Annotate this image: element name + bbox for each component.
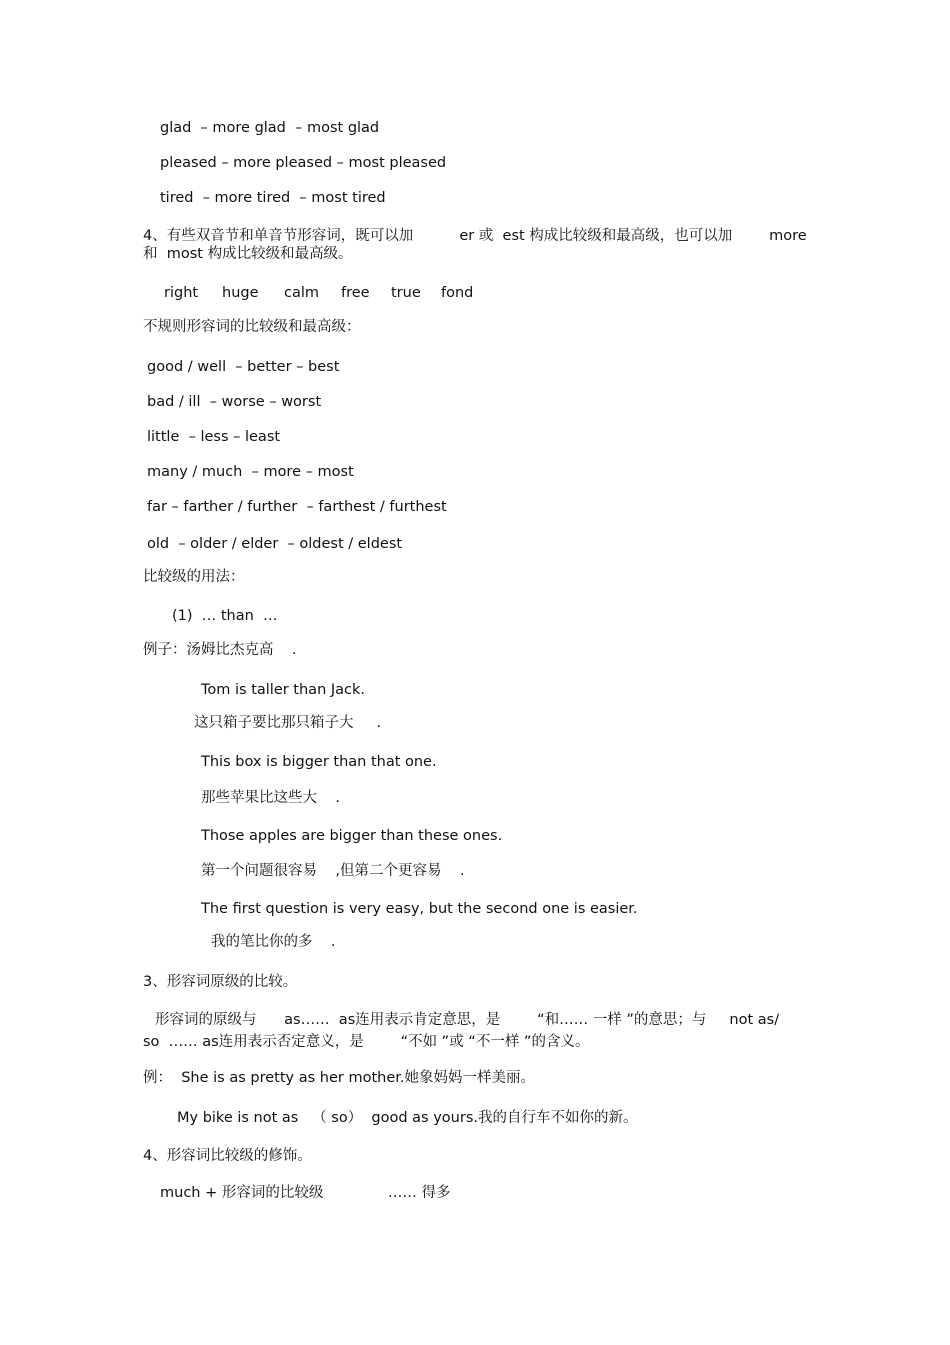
section3-heading: 3、形容词原级的比较。 [143, 974, 298, 990]
comparative-line: pleased – more pleased – most pleased [160, 155, 447, 171]
rule4-example-word: fond [441, 285, 474, 301]
section3-text-line1: 形容词的原级与 as…… as连用表示肯定意思，是 “和…… 一样 ”的意思；与 not as/ [155, 1012, 780, 1028]
rule4-example-word: huge [222, 285, 259, 301]
example-english: The first question is very easy, but the second one is easier. [201, 901, 638, 917]
example-english: Those apples are bigger than these ones. [201, 828, 503, 844]
usage-pattern: (1) … than … [172, 608, 278, 624]
comparative-line: glad – more glad – most glad [160, 120, 380, 136]
example-chinese: 第一个问题很容易 ,但第二个更容易 . [201, 863, 465, 879]
rule4-line2: 和 most 构成比较级和最高级。 [143, 246, 353, 262]
example-chinese: 这只箱子要比那只箱子大 . [194, 715, 382, 731]
example-label: 例子：汤姆比杰克高 . [143, 642, 297, 658]
section3-text-line2: so …… as连用表示否定意义，是 “不如 ”或 “不一样 ”的含义。 [143, 1034, 590, 1050]
section4-heading: 4、形容词比较级的修饰。 [143, 1148, 312, 1164]
example-chinese: 那些苹果比这些大 . [201, 790, 341, 806]
example-english: This box is bigger than that one. [201, 754, 437, 770]
irregular-form: little – less – least [147, 429, 281, 445]
rule4-line1: 4、有些双音节和单音节形容词，既可以加 er 或 est 构成比较级和最高级，也可以加 more [143, 228, 807, 244]
example-chinese: 我的笔比你的多 . [211, 934, 336, 950]
irregular-form: old – older / elder – oldest / eldest [147, 536, 403, 552]
rule4-example-word: calm [284, 285, 320, 301]
section3-example: 例： She is as pretty as her mother.她象妈妈一样美丽。 [143, 1070, 535, 1086]
example-english: Tom is taller than Jack. [201, 682, 366, 698]
irregular-form: good / well – better – best [147, 359, 340, 375]
section4-line: much + 形容词的比较级 …… 得多 [160, 1185, 451, 1201]
irregular-form: bad / ill – worse – worst [147, 394, 322, 410]
irregular-heading: 不规则形容词的比较级和最高级： [143, 319, 361, 335]
rule4-example-word: true [391, 285, 421, 301]
rule4-example-word: free [341, 285, 370, 301]
usage-heading: 比较级的用法： [143, 569, 245, 585]
rule4-example-word: right [164, 285, 199, 301]
comparative-line: tired – more tired – most tired [160, 190, 386, 206]
section3-example: My bike is not as （ so） good as yours.我的自行车不如你的新。 [177, 1110, 638, 1126]
irregular-form: many / much – more – most [147, 464, 354, 480]
irregular-form: far – farther / further – farthest / furthest [147, 499, 447, 515]
